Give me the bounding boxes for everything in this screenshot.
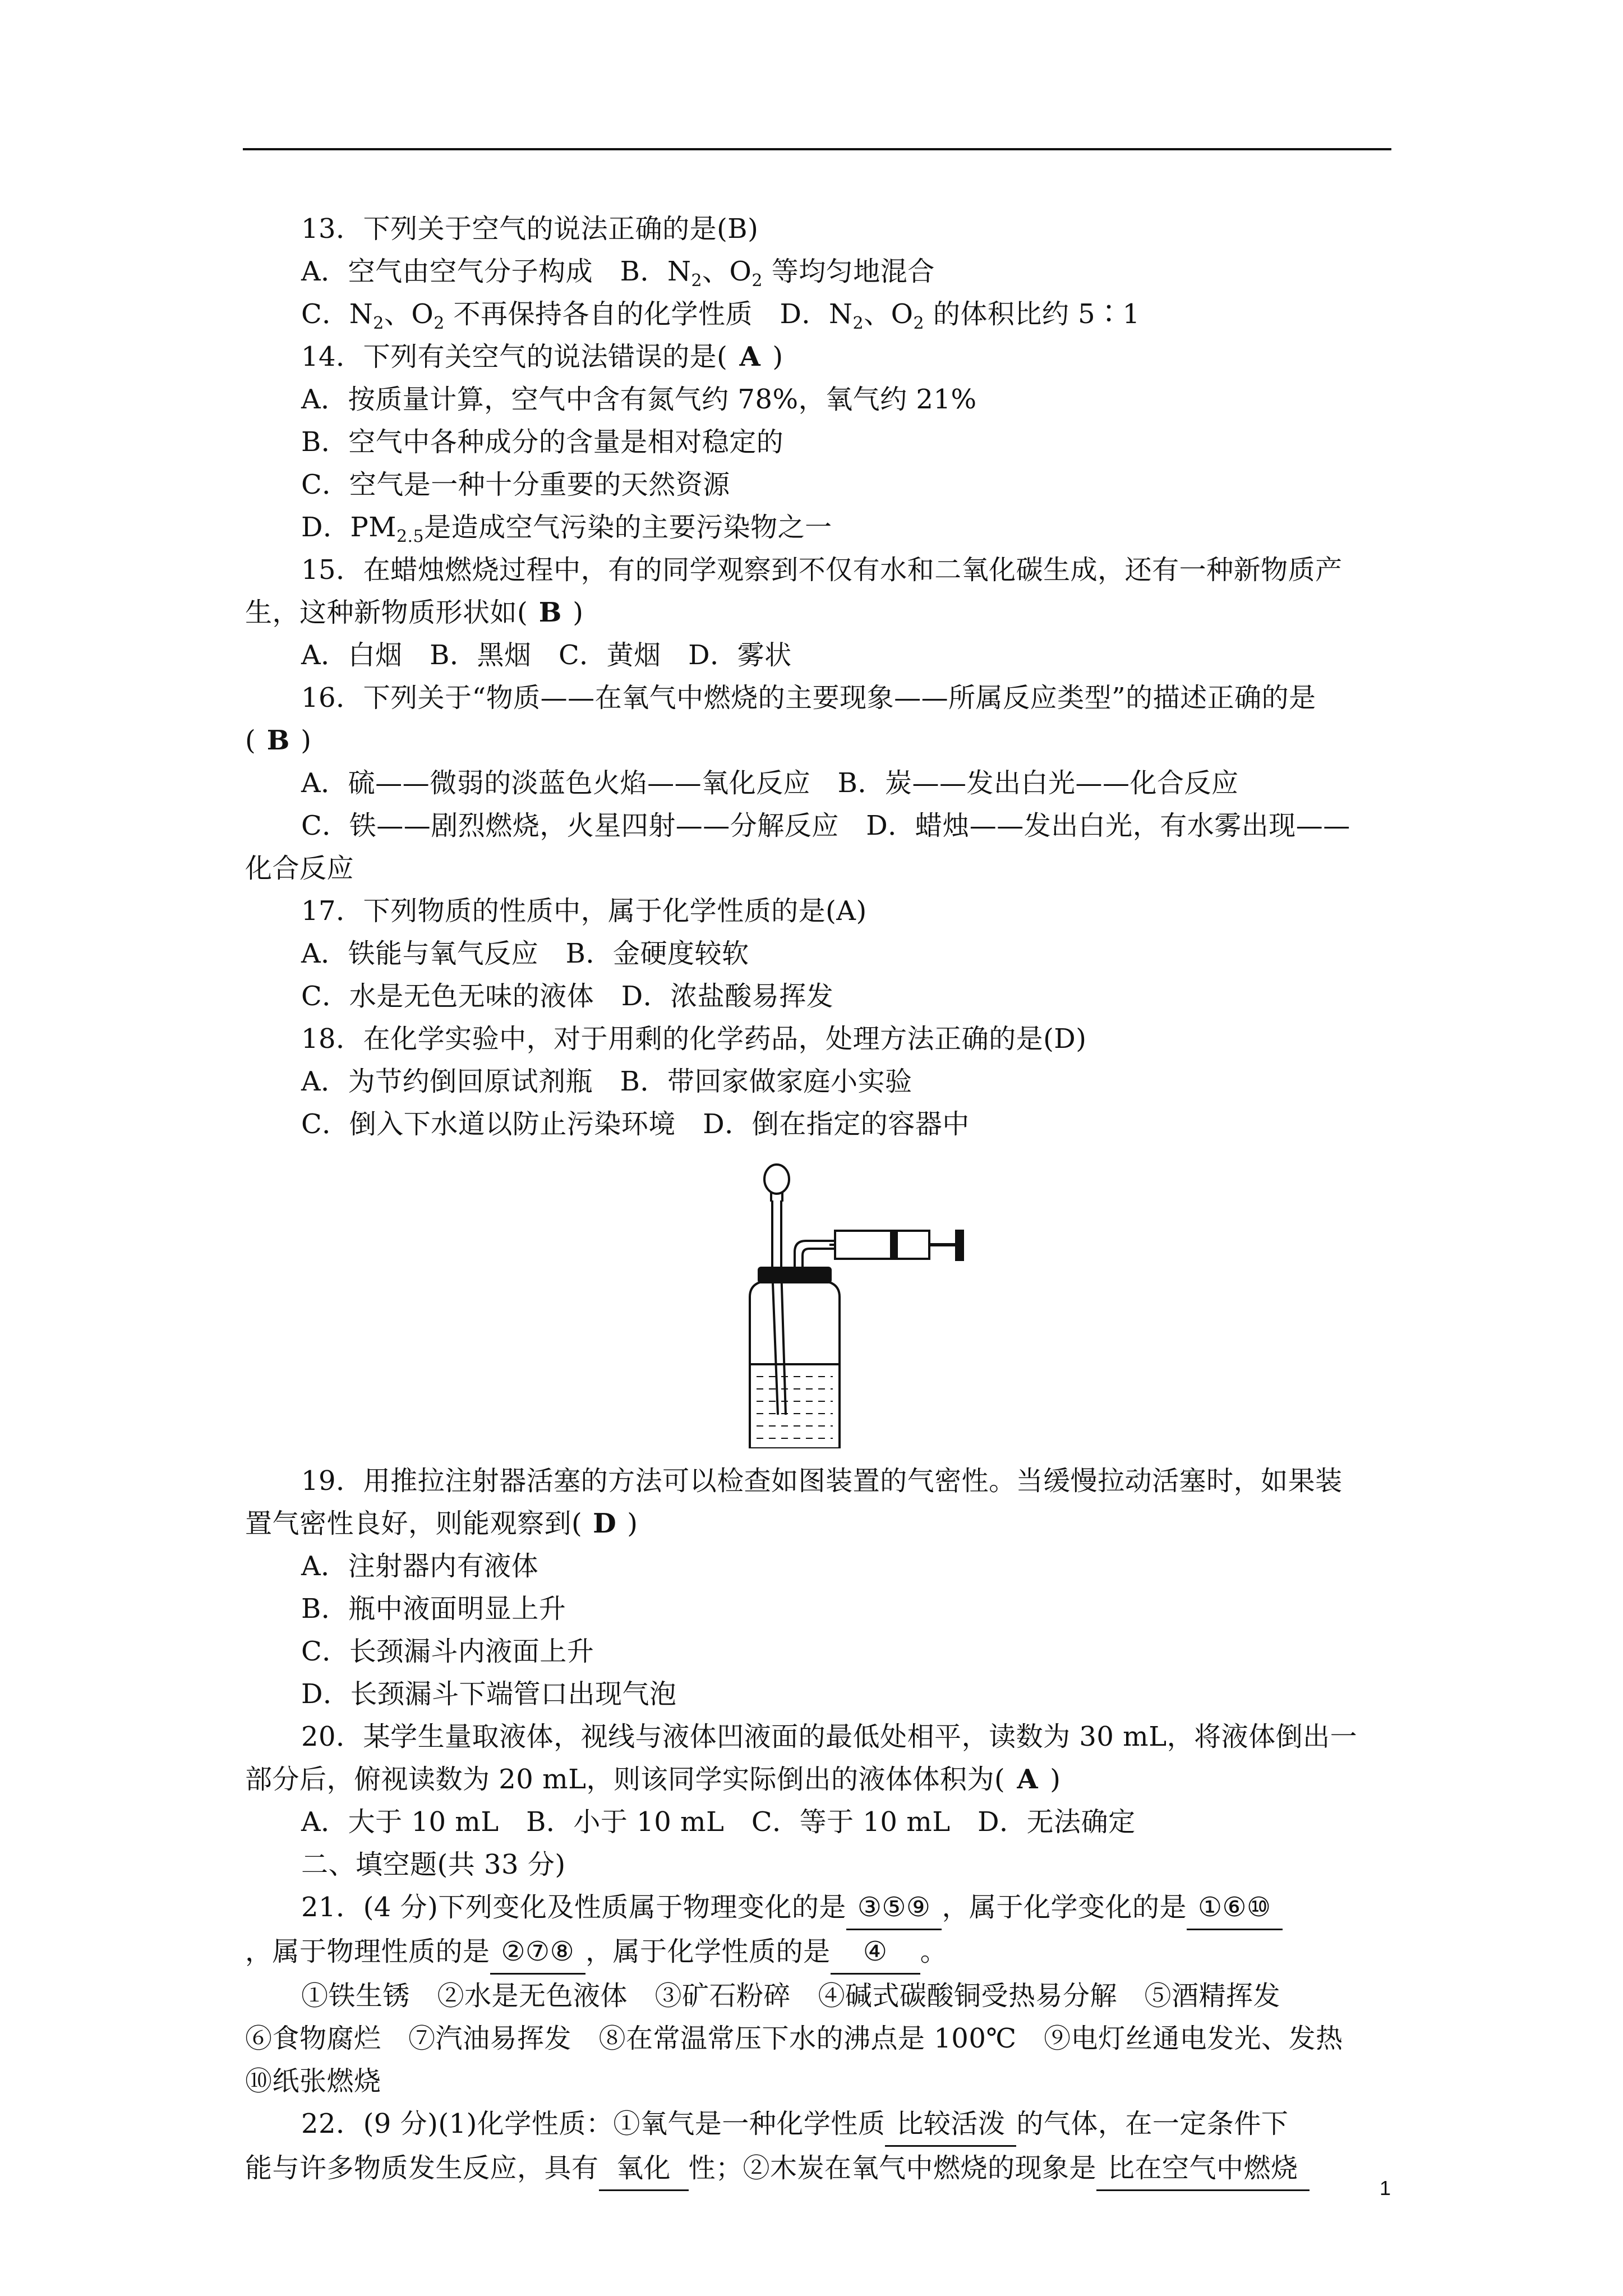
q18-stem: 18．在化学实验中，对于用剩的化学药品，处理方法正确的是(D) xyxy=(301,1023,1087,1055)
figure-area xyxy=(245,1145,1389,1460)
q21-items-line1: ①铁生锈 ②水是无色液体 ③矿石粉碎 ④碱式碳酸铜受热易分解 ⑤酒精挥发 xyxy=(301,1980,1281,2012)
connecting-tube xyxy=(795,1241,835,1269)
q22-stem-line2: 能与许多物质发生反应，具有 氧化 性；②木炭在氧气中燃烧的现象是 比在空气中燃烧 xyxy=(245,2147,1389,2191)
syringe-barrel xyxy=(835,1231,929,1259)
funnel-bulb xyxy=(764,1165,789,1194)
q16-answer: B xyxy=(266,725,290,756)
funnel-tube xyxy=(772,1200,786,1415)
q13-options-ab: A．空气由空气分子构成 B．$N_2$、$O_2$ 等均匀地混合 xyxy=(301,256,935,291)
q15-stem-line2: 生，这种新物质形状如( B ) xyxy=(245,591,1389,634)
q14-option-b: B．空气中各种成分的含量是相对稳定的 xyxy=(301,426,784,458)
q14-stem: 14．下列有关空气的说法错误的是( A ) xyxy=(245,335,1389,378)
q19-option-c: C．长颈漏斗内液面上升 xyxy=(301,1636,594,1667)
q14-option-d: D．$PM_{2.5}$是造成空气污染的主要污染物之一 xyxy=(301,512,832,546)
q13-options-cd: C．$N_2$、$O_2$ 不再保持各自的化学性质 D．$N_2$、$O_2$ 的体积比约 5∶1 xyxy=(301,298,1140,333)
document-body xyxy=(245,208,1389,2191)
q20-stem-line1: 20．某学生量取液体，视线与液体凹液面的最低处相平，读数为 30 mL，将液体倒出一 xyxy=(301,1721,1358,1752)
q19-option-b: B．瓶中液面明显上升 xyxy=(301,1593,566,1625)
q22-blank-activity: 比较活泼 xyxy=(885,2102,1016,2147)
q14-answer: A xyxy=(739,341,761,372)
q19-stem-line2: 置气密性良好，则能观察到( D ) xyxy=(245,1502,1389,1545)
q16-options-cd: C．铁——剧烈燃烧，火星四射——分解反应 D．蜡烛——发出白光，有水雾出现—— xyxy=(301,810,1350,841)
q15-answer: B xyxy=(538,597,562,628)
q15-stem-line1: 15．在蜡烛燃烧过程中，有的同学观察到不仅有水和二氧化碳生成，还有一种新物质产 xyxy=(301,554,1343,586)
header-rule xyxy=(243,148,1391,150)
liquid-hatching xyxy=(757,1377,833,1438)
q16-stem-line2: ( B ) xyxy=(245,719,1389,762)
q17-stem: 17．下列物质的性质中，属于化学性质的是(A) xyxy=(301,895,867,927)
bottle-shoulder xyxy=(750,1281,840,1297)
q22-blank-phenomenon: 比在空气中燃烧 xyxy=(1096,2147,1310,2191)
q21-items-line2: ⑥食物腐烂 ⑦汽油易挥发 ⑧在常温常压下水的沸点是 100℃ ⑨电灯丝通电发光、发热 xyxy=(245,2023,1343,2054)
q20-answer: A xyxy=(1017,1764,1039,1795)
q21-blank-physical-change: ③⑤⑨ xyxy=(846,1886,942,1930)
section-heading-fill-in: 二、填空题(共 33 分) xyxy=(301,1849,566,1880)
q14-option-a: A．按质量计算，空气中含有氮气约 78%，氧气约 21% xyxy=(301,384,977,415)
q15-options: A．白烟 B．黑烟 C．黄烟 D．雾状 xyxy=(301,639,792,671)
q16-stem-line1: 16．下列关于“物质——在氧气中燃烧的主要现象——所属反应类型”的描述正确的是 xyxy=(301,682,1316,714)
q18-options-cd: C．倒入下水道以防止污染环境 D．倒在指定的容器中 xyxy=(301,1108,970,1140)
q13-stem: 13．下列关于空气的说法正确的是(B) xyxy=(301,213,759,245)
plunger-head xyxy=(891,1232,897,1258)
q19-answer: D xyxy=(593,1508,617,1539)
q17-options-ab: A．铁能与氧气反应 B．金硬度较软 xyxy=(301,938,749,969)
q20-options: A．大于 10 mL B．小于 10 mL C．等于 10 mL D．无法确定 xyxy=(301,1806,1136,1838)
rubber-stopper xyxy=(758,1267,832,1283)
q16-options-cd-cont: 化合反应 xyxy=(245,853,354,884)
plunger-handle xyxy=(955,1230,964,1261)
page-number: 1 xyxy=(1379,2177,1391,2200)
q19-option-a: A．注射器内有液体 xyxy=(301,1550,539,1582)
q14-option-c: C．空气是一种十分重要的天然资源 xyxy=(301,469,730,500)
q21-blank-chemical-property: ④ xyxy=(831,1930,920,1975)
q16-options-ab: A．硫——微弱的淡蓝色火焰——氧化反应 B．炭——发出白光——化合反应 xyxy=(301,767,1239,799)
q19-stem-line1: 19．用推拉注射器活塞的方法可以检查如图装置的气密性。当缓慢拉动活塞时，如果装 xyxy=(301,1465,1343,1497)
q17-options-cd: C．水是无色无味的液体 D．浓盐酸易挥发 xyxy=(301,981,834,1012)
q21-blank-physical-property: ②⑦⑧ xyxy=(490,1930,586,1975)
q21-blank-chemical-change: ①⑥⑩ xyxy=(1187,1886,1283,1930)
q18-options-ab: A．为节约倒回原试剂瓶 B．带回家做家庭小实验 xyxy=(301,1066,912,1097)
q21-stem-line1: 21．(4 分)下列变化及性质属于物理变化的是 ③⑤⑨ ，属于化学变化的是 ①⑥⑩ xyxy=(245,1886,1389,1930)
q19-option-d: D．长颈漏斗下端管口出现气泡 xyxy=(301,1678,677,1710)
airtightness-apparatus-diagram xyxy=(711,1157,1036,1448)
q22-blank-property: 氧化 xyxy=(599,2147,689,2191)
q22-stem-line1: 22．(9 分)(1)化学性质：①氧气是一种化学性质 比较活泼 的气体，在一定条件下 xyxy=(245,2102,1389,2147)
q21-items-line3: ⑩纸张燃烧 xyxy=(245,2065,381,2097)
q20-stem-line2: 部分后，俯视读数为 20 mL，则该同学实际倒出的液体体积为( A ) xyxy=(245,1758,1389,1801)
q21-stem-line2: ，属于物理性质的是 ②⑦⑧ ，属于化学性质的是 ④ 。 xyxy=(245,1930,1389,1975)
